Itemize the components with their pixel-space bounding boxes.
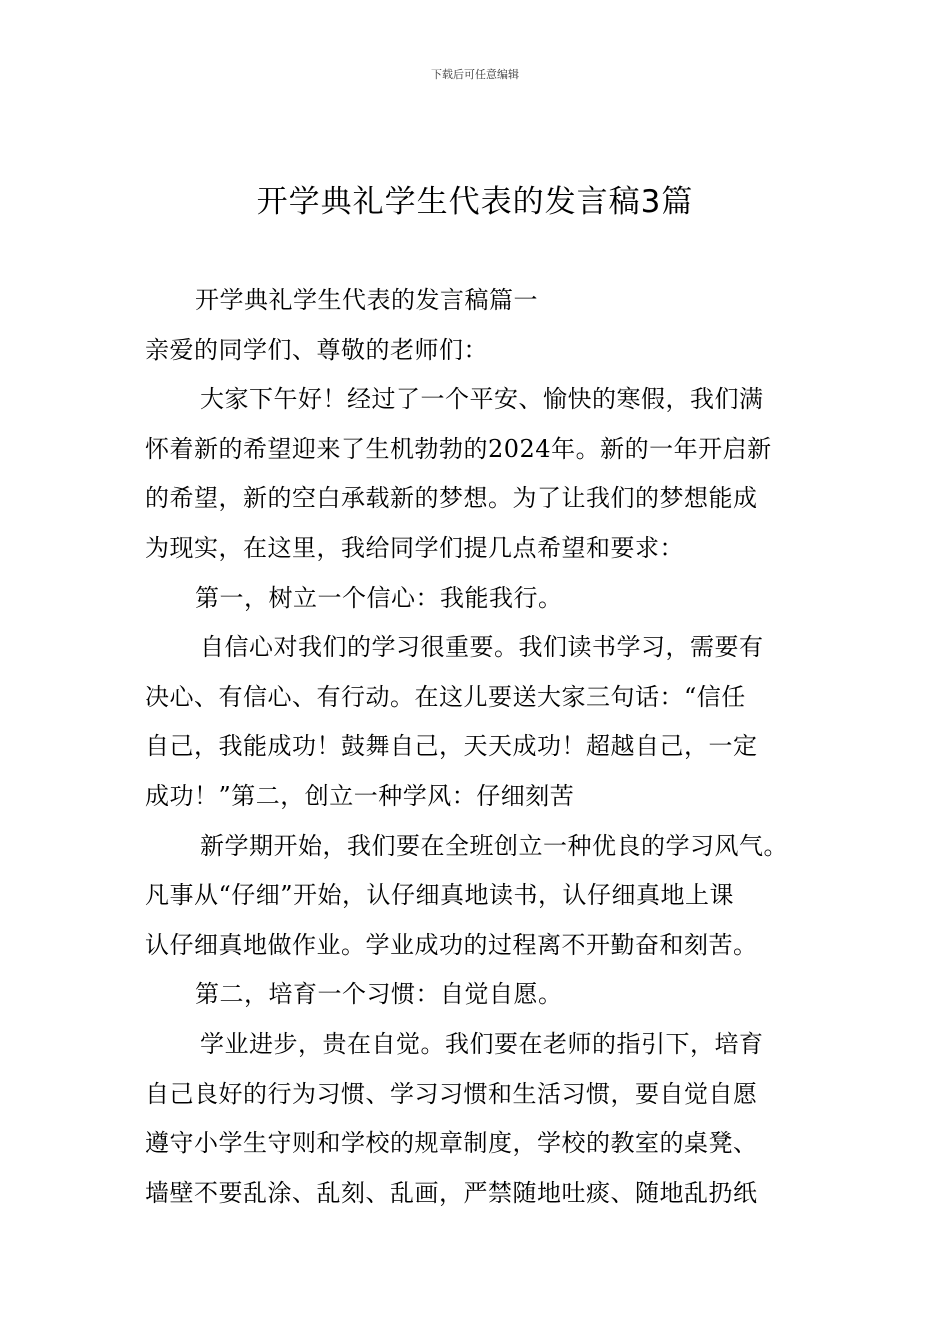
body-line: 凡事从“仔细”开始，认仔细真地读书，认仔细真地上课 [145, 881, 735, 910]
body-line: 认仔细真地做作业。学业成功的过程离不开勤奋和刻苦。 [145, 930, 758, 959]
body-line: 怀着新的希望迎来了生机勃勃的2024年。新的一年开启新 [145, 434, 772, 463]
body-line: 新学期开始，我们要在全班创立一种优良的学习风气。 [200, 831, 788, 860]
body-line: 第一，树立一个信心：我能我行。 [195, 583, 563, 612]
body-line: 学业进步，贵在自觉。我们要在老师的指引下，培育 [200, 1029, 764, 1058]
body-line: 的希望，新的空白承载新的梦想。为了让我们的梦想能成 [145, 484, 758, 513]
body-line: 自己良好的行为习惯、学习习惯和生活习惯，要自觉自愿 [145, 1079, 758, 1108]
body-line: 第二，培育一个习惯：自觉自愿。 [195, 980, 563, 1009]
body-line: 自己，我能成功！鼓舞自己，天天成功！超越自己，一定 [145, 732, 758, 761]
body-line: 决心、有信心、有行动。在这儿要送大家三句话：“信任 [145, 682, 746, 711]
body-line: 遵守小学生守则和学校的规章制度，学校的教室的桌凳、 [145, 1129, 758, 1158]
document-body [145, 280, 835, 1222]
body-line: 自信心对我们的学习很重要。我们读书学习，需要有 [200, 633, 764, 662]
body-line: 开学典礼学生代表的发言稿篇一 [195, 286, 538, 314]
body-line: 墙壁不要乱涂、乱刻、乱画，严禁随地吐痰、随地乱扔纸 [145, 1178, 758, 1207]
body-line: 成功！”第二，创立一种学风：仔细刻苦 [145, 781, 575, 810]
body-line: 为现实，在这里，我给同学们提几点希望和要求： [145, 533, 684, 562]
body-line: 亲爱的同学们、尊敬的老师们： [145, 335, 488, 364]
document-title: 开学典礼学生代表的发言稿3篇 [256, 184, 694, 220]
body-line: 大家下午好！经过了一个平安、愉快的寒假，我们满 [200, 385, 764, 414]
header-note: 下载后可任意编辑 [431, 68, 519, 81]
